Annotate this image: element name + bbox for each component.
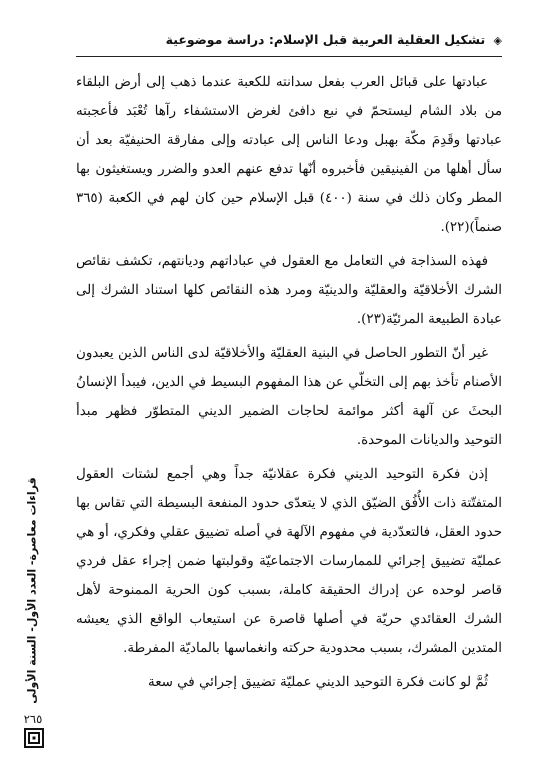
body-text: [76, 68, 502, 702]
header-title: تشكيل العقلية العربية قبل الإسلام: دراسة موضوعية: [165, 32, 486, 47]
paragraph: إذن فكرة التوحيد الديني فكرة عقلانيّة جداً وهي أجمع لشتات العقول المتفتّتة ذات الأُفُق الضيّق الذي لا يتعدّى حدود المنفعة البسيطة التي تقاس بها حدود العقل، فالتعدّدية في مفهوم الآلهة في أصله تضييق عقلي وفكري، أو هي عمليّة تضييق إجرائي للممارسات الاجتماعيّة وقولبتها ضمن إجراء عقل فردي قاصر لوحده عن إدراك الحقيقة كاملة، بسبب كون الحرية الممنوحة لأهل الشرك العقائدي حريّة في أصلها قاصرة عن استيعاب الواقع الذي يعيشه المتدين المشرك، بسبب محدودية حركته وانغماسها بالماديّة المفرطة.: [76, 467, 502, 656]
running-header: [76, 32, 502, 47]
paragraph: فهذه السذاجة في التعامل مع العقول في عباداتهم وديانتهم، تكشف نقائص الشرك الأخلاقيّة والعقليّة والدينيّة ومرد هذه النقائص كلها استناد الشرك إلى عبادة الطبيعة المرئيّة(٢٣).: [76, 254, 502, 327]
paragraph: ثُمَّ لو كانت فكرة التوحيد الديني عمليّة تضييق إجرائي في سعة: [148, 675, 488, 690]
page-number: ٢٦٥: [23, 712, 43, 726]
paragraph: غير أنّ التطور الحاصل في البنية العقليّة والأخلاقيّة لدى الناس الذين يعبدون الأصنام تأخذ بهم إلى التخلّي عن هذا المفهوم البسيط في الدين، فيبدأ الإنسانُ البحثَ عن آلهة أكثر موائمة لحاجات الضمير الديني المتطوّر فظهر مبدأ التوحيد والديانات الموحدة.: [76, 346, 502, 448]
paragraph: عبادتها على قبائل العرب بفعل سدانته للكعبة عندما ذهب إلى أرض البلقاء من بلاد الشام ليستحمّ في نبع دافئ لغرض الاستشفاء رآها تُعْبَد فأعجبته عبادتها وقَدِمَ مكّة بهبل ودعا الناس إلى عبادته وإلى مفارقة الحنيفيّة بعد أن سأل أهلها من الفينيقين فأخبروه أنّها تدفع عنهم العدو والضرر ويستغيثون بها المطر وكان ذلك في سنة (٤٠٠) قبل الإسلام حين كان لهم في الكعبة (٣٦٥ صنماً)(٢٢).: [76, 75, 503, 235]
header-rule: [76, 56, 502, 57]
journal-logo-icon: [24, 728, 44, 748]
ornament-icon: ◈: [493, 34, 502, 47]
journal-sidebar: [18, 470, 46, 710]
journal-name: قراءات معاصرة- العدد الأول- السنة الأولى: [25, 476, 39, 704]
